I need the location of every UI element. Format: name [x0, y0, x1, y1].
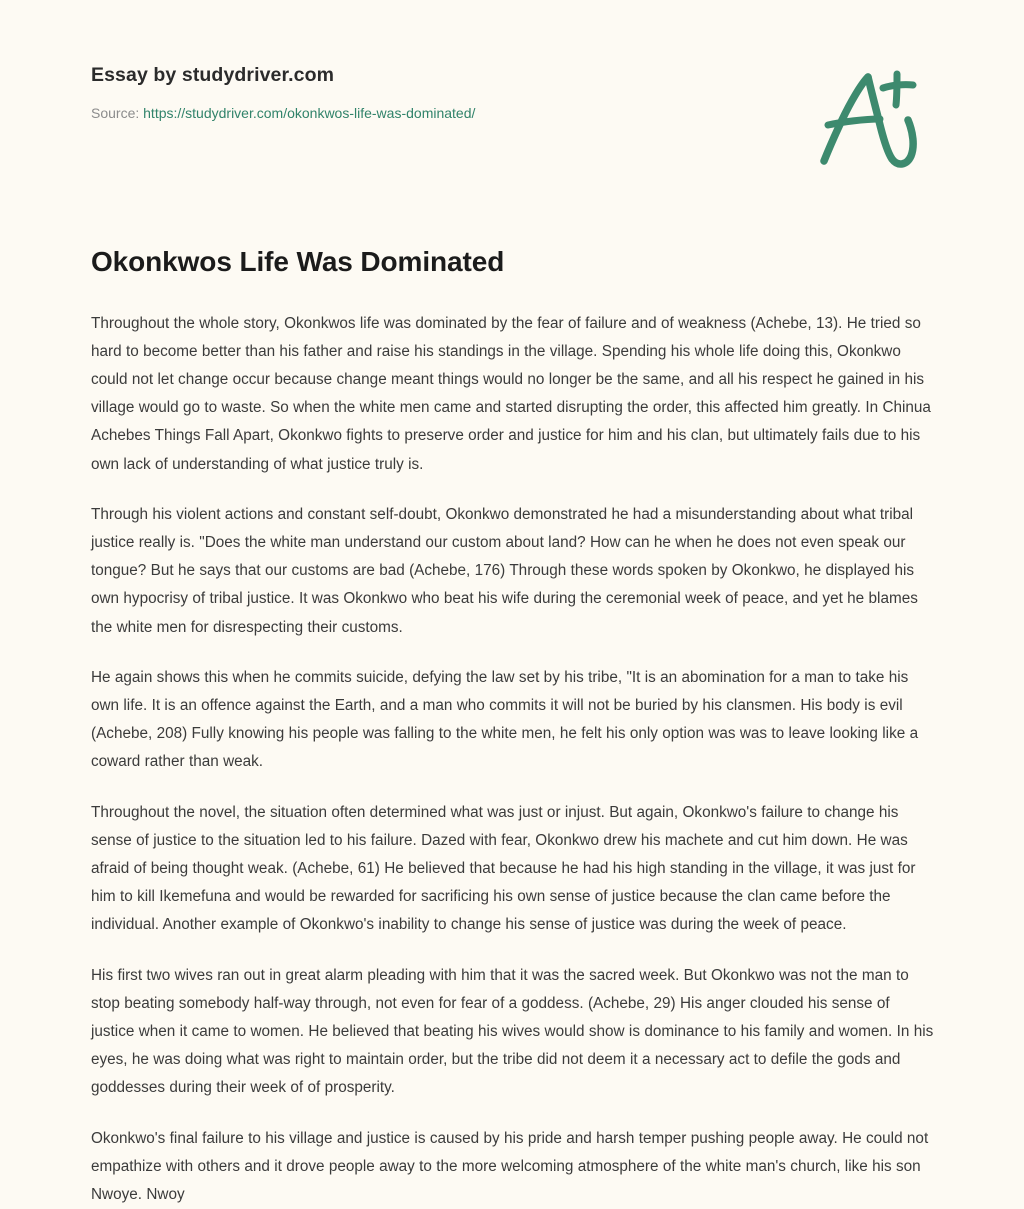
paragraph: Throughout the whole story, Okonkwos life was dominated by the fear of failure and of weakness (Achebe, 13). He tried so hard to become better than his father and raise his standings in the village. Spending his whole life doing this, Okonkwo could not let change occur because change meant things would no longer be the same, and all his respect he gained in his village would go to waste. So when the white men came and started disrupting the order, this affected him greatly. In Chinua Achebes Things Fall Apart, Okonkwo fights to preserve order and justice for him and his clan, but ultimately fails due to his own lack of understanding of what justice truly is.	[91, 314, 931, 473]
paragraph: His first two wives ran out in great alarm pleading with him that it was the sacred week. But Okonkwo was not the man to stop beating somebody half-way through, not even for fear of a goddess. (Achebe, 29) His anger clouded his sense of justice when it came to women. He believed that beating his wives would show is dominance to his family and women. In his eyes, he was doing what was right to maintain order, but the tribe did not deem it a necessary act to defile the gods and goddesses during their week of of prosperity.	[91, 966, 934, 1097]
paragraph: Okonkwo's final failure to his village and justice is caused by his pride and harsh temper pushing people away. He could not empathize with others and it drove people away to the more welcoming atmosphere of the white man's church, like his son Nwoye. Nwoy	[91, 1129, 929, 1204]
brand-title: Essay by studydriver.com	[91, 64, 335, 86]
article	[91, 245, 937, 1209]
paragraph: He again shows this when he commits suicide, defying the law set by his tribe, "It is an abomination for a man to take his own life. It is an offence against the Earth, and a man who commits it will not be buried by his clansmen. His body is evil (Achebe, 208) Fully knowing his people was falling to the white men, he felt his only option was was to leave looking like a coward rather than weak.	[91, 668, 919, 771]
page-header	[0, 0, 1024, 200]
article-body	[91, 310, 937, 1209]
source-line	[91, 104, 731, 122]
source-label: Source:	[91, 105, 144, 122]
paragraph: Throughout the novel, the situation often determined what was just or injust. But again, Okonkwo's failure to change his sense of justice to the situation led to his failure. Dazed with fear, Okonkwo drew his machete and cut him down. He was afraid of being thought weak. (Achebe, 61) He believed that because he had his high standing in the village, it was just for him to kill Ikemefuna and would be rewarded for sacrificing his own sense of justice because the clan came before the individual. Another example of Okonkwo's inability to change his sense of justice was during the week of peace.	[91, 803, 916, 934]
brand-block	[91, 64, 731, 123]
source-url-link[interactable]: https://studydriver.com/okonkwos-life-was-dominated/	[143, 105, 476, 122]
studydriver-a-plus-logo-icon	[806, 62, 926, 172]
paragraph: Through his violent actions and constant self-doubt, Okonkwo demonstrated he had a misunderstanding about what tribal justice really is. "Does the white man understand our custom about land? How can he when he does not even speak our tongue? But he says that our customs are bad (Achebe, 176) Through these words spoken by Okonkwo, he displayed his own hypocrisy of tribal justice. It was Okonkwo who beat his wife during the ceremonial week of peace, and yet he blames the white men for disrespecting their customs.	[91, 505, 918, 636]
page-title: Okonkwos Life Was Dominated	[91, 246, 505, 277]
